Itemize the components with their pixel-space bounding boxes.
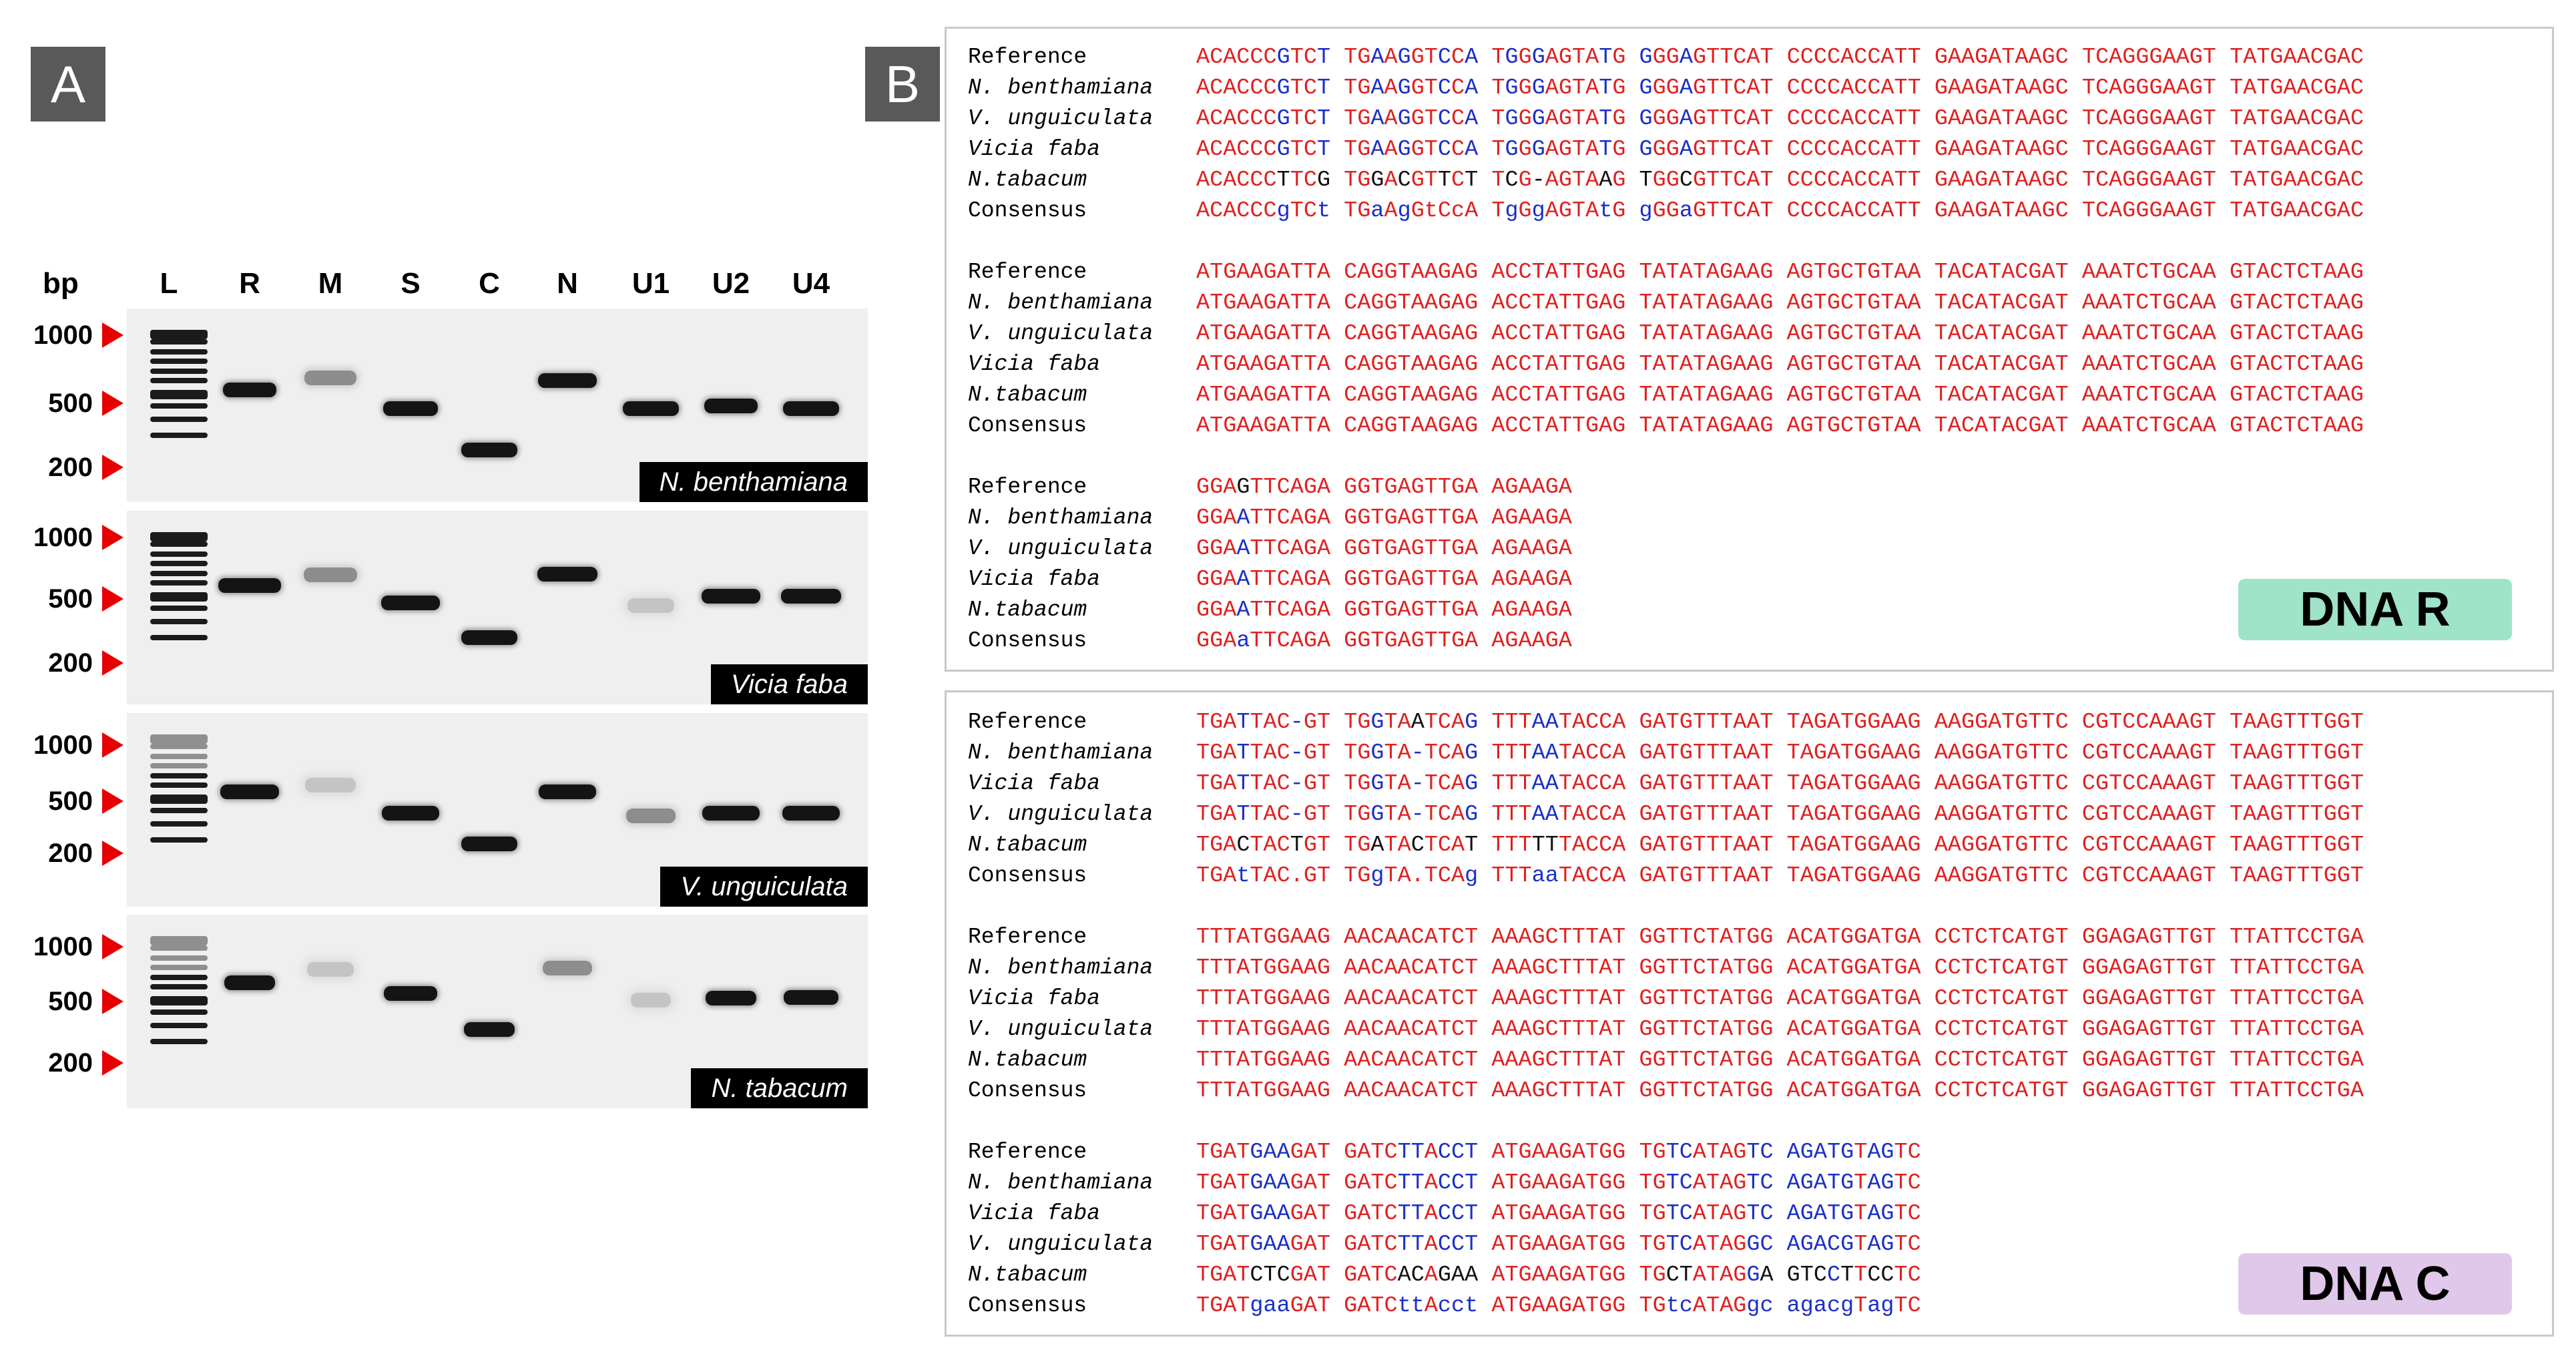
sequence-name: N. benthamiana [968,505,1153,530]
sequence-name: Consensus [968,628,1087,653]
ladder-band [150,349,208,355]
sequence-name: Reference [968,45,1087,69]
size-marker [7,451,123,484]
lane-label: U2 [712,267,750,300]
ladder-band [150,606,208,611]
size-marker [7,387,123,420]
sequence-text: TGATGAAGAT GATCTTACCT ATGAAGATGG TGTCATAGTC AGATGTAGTC [1196,1201,1921,1226]
dna-band [706,991,756,1005]
gel-image [127,511,868,704]
sequence-text: TGATGAAGAT GATCTTACCT ATGAAGATGG TGTCATAGGC AGACGTAGTC [1196,1232,1921,1257]
lane-label: R [239,267,260,300]
sequence-text: GGAATTCAGA GGTGAGTTGA AGAAGA [1196,505,1572,531]
dna-band [543,961,592,975]
ladder-band [150,744,208,749]
sequence-text: TGATgaaGAT GATCttAcct ATGAAGATGG TGtcATAGgc agacgTagTC [1196,1293,1921,1319]
dna-r-alignment-box [945,27,2554,672]
species-tag: V. unguiculata [660,867,868,907]
sequence-text: ATGAAGATTA CAGGTAAGAG ACCTATTGAG TATATAGAAG AGTGCTGTAA TACATACGAT AAATCTGCAA GTACTCTAAG [1196,321,2364,347]
dna-band [382,806,439,821]
sequence-name: V. unguiculata [968,1017,1153,1042]
dna-band [538,373,597,388]
sequence-name: Vicia faba [968,1201,1101,1226]
sequence-text: ATGAAGATTA CAGGTAAGAG ACCTATTGAG TATATAGAAG AGTGCTGTAA TACATACGAT AAATCTGCAA GTACTCTAAG [1196,260,2364,285]
sequence-name: N.tabacum [968,1263,1087,1287]
ladder-band [150,635,208,640]
sequence-text: TGATTAC-GT TGGTAATCAG TTTAATACCA GATGTTTAAT TAGATGGAAG AAGGATGTTC CGTCCAAAGT TAAGTTTGGT [1196,710,2364,735]
dna-band [702,806,760,821]
sequence-name: N.tabacum [968,833,1087,857]
dna-band [381,596,440,610]
species-tag: N. tabacum [691,1068,868,1108]
sequence-name: V. unguiculata [968,106,1153,131]
size-marker-label: 500 [48,986,93,1016]
ladder-band [150,571,208,576]
sequence-name: N.tabacum [968,383,1087,407]
dna-band [464,1022,515,1037]
lane-label: L [160,267,178,300]
size-marker-label: 500 [48,584,93,614]
sequence-name: Reference [968,1140,1087,1164]
dna-band [461,630,517,645]
sequence-text: ACACCCgTCt TGaAgGtCcA TgGgAGTAtG gGGaGTTCAT CCCCACCATT GAAGATAAGC TCAGGGAAGT TATGAACGAC [1196,198,2364,224]
ladder-band [150,734,208,744]
ladder-band [150,541,208,547]
ladder-band [150,433,208,438]
ladder-band [150,580,208,586]
sequence-text: GGAATTCAGA GGTGAGTTGA AGAAGA [1196,536,1572,561]
red-arrow-icon [102,841,123,866]
ladder-band [150,996,208,1005]
sequence-text: TTTATGGAAG AACAACATCT AAAGCTTTAT GGTTCTATGG ACATGGATGA CCTCTCATGT GGAGAGTTGT TTATTCCTGA [1196,986,2364,1011]
dna-band [702,589,760,604]
red-arrow-icon [102,1050,123,1076]
panel-a-label: A [31,47,105,122]
red-arrow-icon [102,732,123,758]
ladder-band [150,975,208,980]
dna-band [383,401,438,416]
sequence-name: N. benthamiana [968,955,1153,980]
red-arrow-icon [102,989,123,1014]
dna-band [783,401,839,416]
red-arrow-icon [102,586,123,612]
ladder-band [150,984,208,989]
dna-band [305,778,356,792]
dna-band [218,578,281,593]
size-marker [7,728,123,762]
dna-band [537,567,597,582]
ladder-band [150,782,208,788]
sequence-name: Vicia faba [968,567,1101,592]
gel-image [127,915,868,1108]
size-marker-label: 1000 [33,730,93,760]
dna-band [307,962,354,977]
dna-band [461,443,517,457]
size-marker-label: 500 [48,786,93,816]
size-marker-label: 500 [48,388,93,418]
sequence-name: Consensus [968,198,1087,223]
ladder-band [150,965,208,970]
sequence-text: TTTATGGAAG AACAACATCT AAAGCTTTAT GGTTCTATGG ACATGGATGA CCTCTCATGT GGAGAGTTGT TTATTCCTGA [1196,955,2364,981]
sequence-name: Vicia faba [968,771,1101,796]
red-arrow-icon [102,650,123,676]
ladder-band [150,592,208,602]
sequence-name: N. benthamiana [968,1170,1153,1195]
size-marker-label: 200 [48,1048,93,1078]
dna-band [384,986,437,1001]
dna-band [627,598,674,613]
dna-r-label: DNA R [2238,579,2512,640]
red-arrow-icon [102,455,123,480]
dna-band [626,809,676,823]
gel-image [127,308,868,502]
sequence-name: Reference [968,710,1087,734]
size-marker [7,318,123,352]
sequence-name: Consensus [968,413,1087,438]
ladder-band [150,821,208,827]
lane-label: C [479,267,500,300]
dna-band [784,990,838,1005]
lane-label: U1 [631,267,670,300]
sequence-name: N.tabacum [968,1048,1087,1072]
ladder-band [150,1009,208,1015]
sequence-name: V. unguiculata [968,1232,1153,1257]
dna-band [631,993,671,1007]
bp-axis-label: bp [43,267,79,300]
sequence-name: Consensus [968,1078,1087,1103]
sequence-name: Vicia faba [968,352,1101,377]
sequence-name: N. benthamiana [968,75,1153,100]
ladder-band [150,773,208,778]
ladder-band [150,808,208,813]
dna-band [304,568,357,582]
sequence-text: TTTATGGAAG AACAACATCT AAAGCTTTAT GGTTCTATGG ACATGGATGA CCTCTCATGT GGAGAGTTGT TTATTCCTGA [1196,1048,2364,1073]
dna-c-alignment-box [945,690,2554,1337]
size-marker-label: 1000 [33,931,93,961]
size-marker [7,646,123,680]
ladder-band [150,1023,208,1028]
sequence-text: TGATTAC-GT TGGTA-TCAG TTTAATACCA GATGTTTAAT TAGATGGAAG AAGGATGTTC CGTCCAAAGT TAAGTTTGGT [1196,802,2364,827]
ladder-band [150,754,208,759]
dna-band [704,399,758,413]
ladder-band [150,955,208,961]
dna-band [782,806,840,821]
size-marker [7,985,123,1018]
dna-band [220,784,279,799]
ladder-band [150,1039,208,1044]
gel-image [127,713,868,907]
dna-band [223,383,276,397]
ladder-band [150,551,208,557]
lane-label: S [401,267,421,300]
red-arrow-icon [102,788,123,814]
sequence-text: ACACCCGTCT TGAAGGTCCA TGGGAGTATG GGGAGTTCAT CCCCACCATT GAAGATAAGC TCAGGGAAGT TATGAACGAC [1196,75,2364,101]
ladder-band [150,390,208,399]
sequence-text: TGATGAAGAT GATCTTACCT ATGAAGATGG TGTCATAGTC AGATGTAGTC [1196,1170,1921,1196]
ladder-band [150,619,208,624]
size-marker-label: 200 [48,648,93,678]
sequence-text: ACACCCGTCT TGAAGGTCCA TGGGAGTATG GGGAGTTCAT CCCCACCATT GAAGATAAGC TCAGGGAAGT TATGAACGAC [1196,106,2364,132]
ladder-band [150,339,208,345]
red-arrow-icon [102,934,123,959]
species-tag: N. benthamiana [639,462,868,502]
species-tag: Vicia faba [711,664,868,704]
sequence-text: TTTATGGAAG AACAACATCT AAAGCTTTAT GGTTCTATGG ACATGGATGA CCTCTCATGT GGAGAGTTGT TTATTCCTGA [1196,925,2364,950]
dna-band [224,975,275,990]
sequence-text: ATGAAGATTA CAGGTAAGAG ACCTATTGAG TATATAGAAG AGTGCTGTAA TACATACGAT AAATCTGCAA GTACTCTAAG [1196,352,2364,377]
sequence-name: Vicia faba [968,986,1101,1011]
size-marker-label: 200 [48,452,93,482]
size-marker [7,1046,123,1080]
sequence-text: TGAtTAC.GT TGgTA.TCAg TTTaaTACCA GATGTTTAAT TAGATGGAAG AAGGATGTTC CGTCCAAAGT TAAGTTTGGT [1196,863,2364,889]
ladder-band [150,359,208,364]
sequence-text: TGATTAC-GT TGGTA-TCAG TTTAATACCA GATGTTTAAT TAGATGGAAG AAGGATGTTC CGTCCAAAGT TAAGTTTGGT [1196,740,2364,766]
sequence-text: ACACCCGTCT TGAAGGTCCA TGGGAGTATG GGGAGTTCAT CCCCACCATT GAAGATAAGC TCAGGGAAGT TATGAACGAC [1196,137,2364,162]
sequence-text: TGATGAAGAT GATCTTACCT ATGAAGATGG TGTCATAGTC AGATGTAGTC [1196,1140,1921,1165]
panel-b-label: B [865,47,940,122]
sequence-name: Reference [968,925,1087,949]
gel-panel [0,0,881,1362]
lane-label: N [557,267,578,300]
size-marker [7,930,123,963]
dna-band [623,401,679,416]
red-arrow-icon [102,525,123,550]
sequence-name: N.tabacum [968,168,1087,192]
sequence-name: V. unguiculata [968,536,1153,561]
ladder-band [150,417,208,422]
sequence-text: GGAGTTCAGA GGTGAGTTGA AGAAGA [1196,475,1572,500]
size-marker [7,582,123,616]
sequence-name: Consensus [968,1293,1087,1318]
ladder-band [150,330,208,339]
ladder-band [150,794,208,804]
lane-label: M [318,267,343,300]
sequence-name: Reference [968,475,1087,499]
sequence-text: ATGAAGATTA CAGGTAAGAG ACCTATTGAG TATATAGAAG AGTGCTGTAA TACATACGAT AAATCTGCAA GTACTCTAAG [1196,413,2364,439]
sequence-name: Consensus [968,863,1087,888]
sequence-name: Vicia faba [968,137,1101,162]
red-arrow-icon [102,322,123,348]
dna-band [304,371,356,385]
size-marker-label: 1000 [33,320,93,350]
sequence-name: Reference [968,260,1087,284]
ladder-band [150,403,208,409]
size-marker-label: 1000 [33,522,93,552]
sequence-text: TGACTACTGT TGATACTCAT TTTTTTACCA GATGTTTAAT TAGATGGAAG AAGGATGTTC CGTCCAAAGT TAAGTTTGGT [1196,833,2364,858]
sequence-text: ACACCCTTCG TGGACGTTCT TCG-AGTAAG TGGCGTTCAT CCCCACCATT GAAGATAAGC TCAGGGAAGT TATGAACGAC [1196,168,2364,193]
size-marker [7,784,123,818]
sequence-text: ATGAAGATTA CAGGTAAGAG ACCTATTGAG TATATAGAAG AGTGCTGTAA TACATACGAT AAATCTGCAA GTACTCTAAG [1196,290,2364,316]
sequence-text: ATGAAGATTA CAGGTAAGAG ACCTATTGAG TATATAGAAG AGTGCTGTAA TACATACGAT AAATCTGCAA GTACTCTAAG [1196,383,2364,408]
sequence-text: TTTATGGAAG AACAACATCT AAAGCTTTAT GGTTCTATGG ACATGGATGA CCTCTCATGT GGAGAGTTGT TTATTCCTGA [1196,1078,2364,1104]
sequence-text: ACACCCGTCT TGAAGGTCCA TGGGAGTATG GGGAGTTCAT CCCCACCATT GAAGATAAGC TCAGGGAAGT TATGAACGAC [1196,45,2364,70]
size-marker [7,837,123,870]
ladder-band [150,763,208,768]
sequence-text: GGAATTCAGA GGTGAGTTGA AGAAGA [1196,567,1572,592]
sequence-name: N. benthamiana [968,290,1153,315]
dna-c-label: DNA C [2238,1253,2512,1315]
size-marker [7,521,123,554]
sequence-text: TGATCTCGAT GATCACAGAA ATGAAGATGG TGCTATAGGA GTCCTTCCTC [1196,1263,1921,1288]
ladder-band [150,945,208,951]
ladder-band [150,561,208,566]
sequence-text: TGATTAC-GT TGGTA-TCAG TTTAATACCA GATGTTTAAT TAGATGGAAG AAGGATGTTC CGTCCAAAGT TAAGTTTGGT [1196,771,2364,797]
sequence-name: N. benthamiana [968,740,1153,765]
ladder-band [150,378,208,383]
size-marker-label: 200 [48,838,93,868]
ladder-band [150,837,208,843]
sequence-name: N.tabacum [968,598,1087,622]
red-arrow-icon [102,391,123,416]
dna-band [539,784,596,799]
sequence-name: V. unguiculata [968,321,1153,346]
sequence-text: GGAATTCAGA GGTGAGTTGA AGAAGA [1196,598,1572,623]
lane-label: U4 [792,267,830,300]
sequence-text: GGAaTTCAGA GGTGAGTTGA AGAAGA [1196,628,1572,654]
ladder-band [150,532,208,541]
ladder-band [150,369,208,374]
sequence-name: V. unguiculata [968,802,1153,827]
dna-band [781,589,841,604]
dna-band [461,837,517,851]
sequence-text: TTTATGGAAG AACAACATCT AAAGCTTTAT GGTTCTATGG ACATGGATGA CCTCTCATGT GGAGAGTTGT TTATTCCTGA [1196,1017,2364,1042]
ladder-band [150,936,208,945]
